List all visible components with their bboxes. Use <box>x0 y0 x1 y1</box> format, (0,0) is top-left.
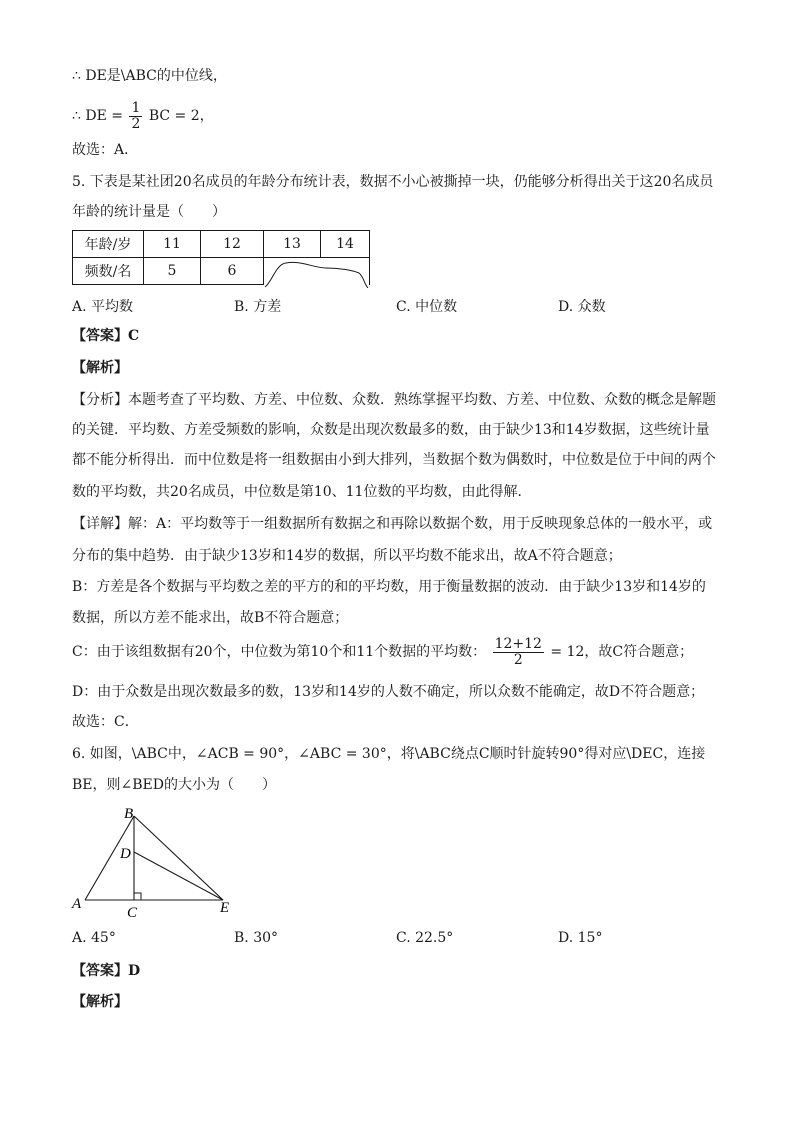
q6-options <box>72 930 732 950</box>
table-row-age <box>73 231 370 258</box>
label-b: B <box>124 806 134 822</box>
table-cell-age-11: 11 <box>144 231 201 258</box>
table-cell-age-14: 14 <box>321 231 370 258</box>
q5-analysis-line-3: 都不能分析得出．而中位数是将一组数据由小到大排列，当数据个数为偶数时，中位数是位于中间的两个 <box>72 452 716 468</box>
segment-de <box>134 852 223 900</box>
q5-detail-line-2: 分布的集中趋势．由于缺少13岁和14岁的数据，所以平均数不能求出，故A不符合题意； <box>72 548 622 564</box>
q5-jiexi: 【解析】 <box>72 360 128 376</box>
q5-stem-line-1: 5. 下表是某社团20名成员的年龄分布统计表，数据不小心被撕掉一块，仍能够分析得出关于这20名成员 <box>72 174 714 190</box>
fraction-half <box>129 101 142 132</box>
q5-analysis-line-4: 数的平均数，共20名成员，中位数是第10、11位数的平均数，由此得解． <box>72 484 532 500</box>
q5-choose: 故选：C． <box>72 714 139 730</box>
q6-stem-line-1: 6. 如图，\ABC中，∠ACB = 90°，∠ABC = 30°，将\ABC绕点C顺时针旋转90°得对应\DEC，连接 <box>72 746 706 762</box>
label-e: E <box>220 900 230 916</box>
q5-detail-line-1: 【详解】解：A：平均数等于一组数据所有数据之和再除以数据个数，用于反映现象总体的一般水平，或 <box>72 516 713 532</box>
q5-detail-line-4: 数据，所以方差不能求出，故B不符合题意； <box>72 610 349 626</box>
q6-option-c: C. 22.5° <box>396 930 454 946</box>
segment-be <box>134 816 223 900</box>
q5-analysis-line-2: 的关键．平均数、方差受频数的影响，众数是出现次数最多的数，由于缺少13和14岁数据，这些统计量 <box>72 422 710 438</box>
q6-option-b: B. 30° <box>234 930 279 946</box>
prev-line-2-pre: ∴ DE = <box>72 108 123 124</box>
q5-answer: 【答案】C <box>72 328 140 344</box>
fraction-half-num: 1 <box>131 99 141 116</box>
triangle-figure <box>68 800 248 922</box>
q5-detail-c-pre: C：由于该组数据有20个，中位数为第10个和11个数据的平均数： <box>72 644 487 660</box>
fraction-median-den: 2 <box>513 651 523 668</box>
q5-detail-c-line <box>72 634 693 670</box>
table-header-age: 年龄/岁 <box>73 231 144 258</box>
age-frequency-table <box>72 230 370 285</box>
q6-option-a: A. 45° <box>72 930 116 946</box>
q5-detail-c-post: = 12，故C符合题意； <box>550 644 694 660</box>
table-header-frequency: 频数/名 <box>73 258 144 285</box>
q5-stem-line-2: 年龄的统计量是（ ） <box>72 204 226 220</box>
right-angle-mark <box>134 893 141 900</box>
prev-line-2-post: BC = 2， <box>148 108 214 124</box>
torn-cell-area <box>264 258 370 285</box>
q5-option-a: A. 平均数 <box>72 299 134 315</box>
label-a: A <box>72 896 82 912</box>
prev-line-1: ∴ DE是\ABC的中位线， <box>72 68 227 84</box>
q5-detail-d-line: D：由于众数是出现次数最多的数，13岁和14岁的人数不确定，所以众数不能确定，故D不符合题意； <box>72 684 705 700</box>
q5-options <box>72 296 732 316</box>
q5-option-d: D. 众数 <box>558 299 606 315</box>
fraction-median-num: 12+12 <box>494 635 542 652</box>
q6-option-d: D. 15° <box>558 930 603 946</box>
table-row-frequency <box>73 258 370 285</box>
q6-answer: 【答案】D <box>72 963 141 979</box>
table-cell-age-13: 13 <box>264 231 321 258</box>
q5-analysis-line-1: 【分析】本题考查了平均数、方差、中位数、众数．熟练掌握平均数、方差、中位数、众数的概念是解题 <box>72 392 716 408</box>
q5-option-b: B. 方差 <box>234 299 282 315</box>
q5-detail-line-3: B：方差是各个数据与平均数之差的平方的和的平均数，用于衡量数据的波动．由于缺少13岁和14岁的 <box>72 579 706 595</box>
table-cell-age-12: 12 <box>201 231 264 258</box>
table-cell-freq-12: 6 <box>201 258 264 285</box>
fraction-half-den: 2 <box>131 115 141 132</box>
label-d: D <box>120 846 131 862</box>
prev-line-2 <box>72 98 214 134</box>
q6-stem-line-2: BE，则∠BED的大小为（ ） <box>72 777 276 793</box>
label-c: C <box>127 905 138 921</box>
q6-jiexi: 【解析】 <box>72 994 128 1010</box>
q5-option-c: C. 中位数 <box>396 299 458 315</box>
torn-paper-edge <box>264 258 370 288</box>
prev-choose: 故选：A． <box>72 142 139 158</box>
table-cell-freq-11: 5 <box>144 258 201 285</box>
fraction-median <box>493 637 544 668</box>
